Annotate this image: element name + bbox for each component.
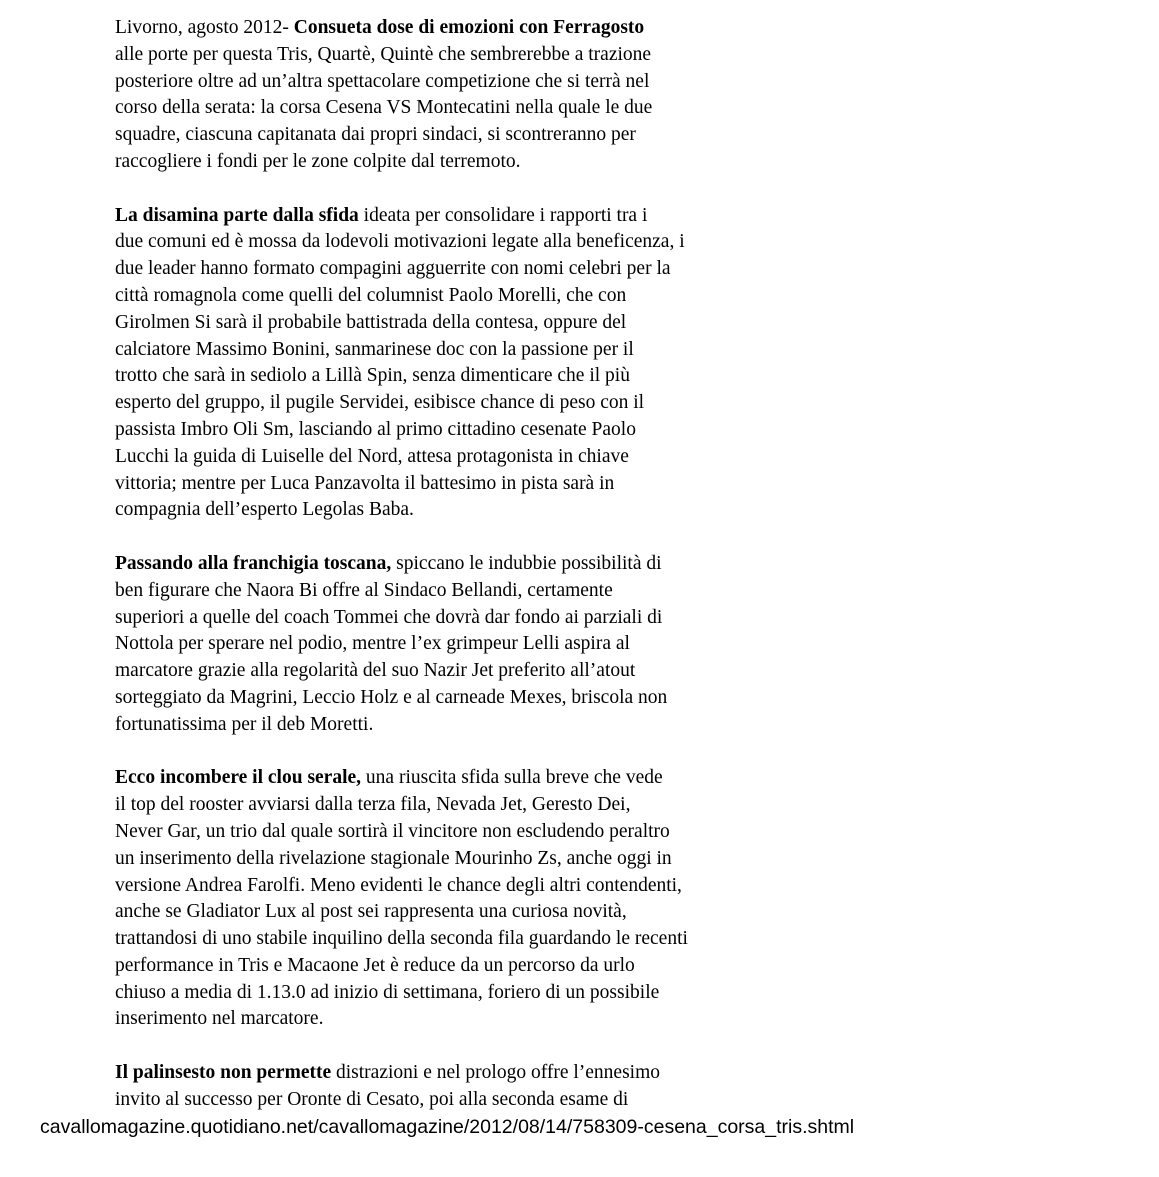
body-text: Nottola per sperare nel podio, mentre l’ex grimpeur Lelli aspira al (115, 633, 630, 655)
article-body (115, 15, 725, 1140)
bold-lead-text: La disamina parte dalla sfida (115, 204, 359, 226)
body-text: superiori a quelle del coach Tommei che dovrà dar fondo ai parziali di (115, 606, 663, 628)
text-line (115, 765, 725, 792)
body-text: ideata per consolidare i rapporti tra i (358, 204, 648, 226)
body-text: performance in Tris e Macaone Jet è reduce da un percorso da urlo (115, 954, 635, 976)
body-text: chiuso a media di 1.13.0 ad inizio di settimana, foriero di un possibile (115, 981, 660, 1003)
text-line (115, 42, 725, 69)
body-text: il top del rooster avviarsi dalla terza fila, Nevada Jet, Geresto Dei, (115, 794, 631, 816)
body-text: vittoria; mentre per Luca Panzavolta il battesimo in pista sarà in (115, 472, 615, 494)
body-text: calciatore Massimo Bonini, sanmarinese doc con la passione per il (115, 338, 634, 360)
body-text: trattandosi di uno stabile inquilino della seconda fila guardando le recenti (115, 928, 688, 950)
text-line (115, 149, 725, 176)
body-text: inserimento nel marcatore. (115, 1008, 324, 1030)
body-text: invito al successo per Oronte di Cesato, poi alla seconda esame di (115, 1088, 629, 1110)
body-text: compagnia dell’esperto Legolas Baba. (115, 499, 414, 521)
body-text: versione Andrea Farolfi. Meno evidenti le chance degli altri contendenti, (115, 874, 682, 896)
text-line (115, 15, 725, 42)
text-line (115, 256, 725, 283)
body-text: alle porte per questa Tris, Quartè, Quintè che sembrerebbe a trazione (115, 43, 652, 65)
body-text: ben figurare che Naora Bi offre al Sindaco Bellandi, certamente (115, 579, 613, 601)
body-text: anche se Gladiator Lux al post sei rappresenta una curiosa novità, (115, 901, 627, 923)
text-line (115, 1006, 725, 1033)
text-line (115, 95, 725, 122)
bold-lead-text: Ecco incombere il clou serale, (115, 767, 362, 789)
article-paragraph (115, 15, 725, 176)
text-line (115, 980, 725, 1007)
text-line (115, 846, 725, 873)
body-text: esperto del gruppo, il pugile Servidei, esibisce chance di peso con il (115, 392, 645, 414)
text-line (115, 310, 725, 337)
body-text: marcatore grazie alla regolarità del suo Nazir Jet preferito all’atout (115, 660, 636, 682)
article-paragraph (115, 765, 725, 1033)
article-paragraph (115, 551, 725, 739)
text-line (115, 283, 725, 310)
text-line (115, 1060, 725, 1087)
text-line (115, 926, 725, 953)
text-line (115, 873, 725, 900)
body-text: distrazioni e nel prologo offre l’ennesimo (331, 1062, 661, 1084)
text-line (115, 712, 725, 739)
text-line (115, 444, 725, 471)
body-text: città romagnola come quelli del columnist Paolo Morelli, che con (115, 284, 627, 306)
body-text: fortunatissima per il deb Moretti. (115, 713, 374, 735)
text-line (115, 1087, 725, 1114)
body-text: due comuni ed è mossa da lodevoli motivazioni legate alla beneficenza, i (115, 231, 685, 253)
text-line (115, 471, 725, 498)
body-text: Never Gar, un trio dal quale sortirà il vincitore non escludendo peraltro (115, 820, 670, 842)
text-line (115, 819, 725, 846)
text-line (115, 685, 725, 712)
text-line (115, 658, 725, 685)
body-text: spiccano le indubbie possibilità di (391, 552, 662, 574)
text-line (115, 953, 725, 980)
text-line (115, 203, 725, 230)
text-line (115, 792, 725, 819)
text-line (115, 122, 725, 149)
text-line (115, 390, 725, 417)
text-line (115, 605, 725, 632)
text-line (115, 497, 725, 524)
text-line (115, 229, 725, 256)
article-paragraph (115, 203, 725, 525)
body-text: Girolmen Si sarà il probabile battistrada della contesa, oppure del (115, 311, 627, 333)
bold-lead-text: Consueta dose di emozioni con Ferragosto (293, 17, 645, 38)
bold-lead-text: Il palinsesto non permette (115, 1062, 332, 1084)
text-line (115, 69, 725, 96)
body-text: un inserimento della rivelazione stagionale Mourinho Zs, anche oggi in (115, 847, 672, 869)
text-line (115, 363, 725, 390)
bold-lead-text: Passando alla franchigia toscana, (115, 552, 392, 574)
body-text: sorteggiato da Magrini, Leccio Holz e al carneade Mexes, briscola non (115, 686, 668, 708)
body-text: raccogliere i fondi per le zone colpite dal terremoto. (115, 150, 521, 172)
body-text: due leader hanno formato compagini agguerrite con nomi celebri per la (115, 258, 671, 280)
article-paragraph (115, 1060, 725, 1114)
text-line (115, 337, 725, 364)
body-text: trotto che sarà in sediolo a Lillà Spin, senza dimenticare che il più (115, 365, 630, 387)
body-text: corso della serata: la corsa Cesena VS Montecatini nella quale le due (115, 97, 653, 119)
body-text: Livorno, agosto 2012- (115, 17, 294, 38)
body-text: squadre, ciascuna capitanata dai propri sindaci, si scontreranno per (115, 124, 636, 146)
text-line (115, 551, 725, 578)
text-line (115, 631, 725, 658)
source-url: cavallomagazine.quotidiano.net/cavallomagazine/2012/08/14/758309-cesena_corsa_tris.shtml (40, 1116, 855, 1138)
body-text: una riuscita sfida sulla breve che vede (361, 767, 663, 789)
text-line (115, 417, 725, 444)
text-line (115, 899, 725, 926)
body-text: passista Imbro Oli Sm, lasciando al primo cittadino cesenate Paolo (115, 418, 636, 440)
text-line (115, 578, 725, 605)
body-text: Lucchi la guida di Luiselle del Nord, attesa protagonista in chiave (115, 445, 629, 467)
body-text: posteriore oltre ad un’altra spettacolare competizione che si terrà nel (115, 70, 650, 92)
